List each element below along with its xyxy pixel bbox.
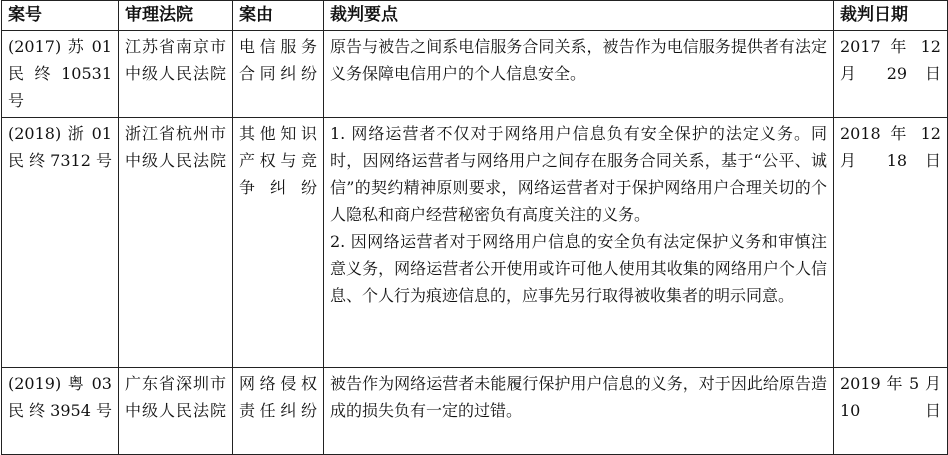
- date-cell: 2017 年 12 月 29 日: [834, 31, 948, 118]
- header-case-no: 案号: [2, 1, 119, 31]
- header-cause: 案由: [233, 1, 324, 31]
- header-date: 裁判日期: [834, 1, 948, 31]
- table-row: [2, 31, 948, 118]
- case-number-cell: (2017) 苏 01 民 终 10531 号: [2, 31, 119, 118]
- date-cell: 2019 年 5 月 10 日: [834, 368, 948, 455]
- header-key-points: 裁判要点: [324, 1, 834, 31]
- court-cell: 浙江省杭州市中级人民法院: [119, 118, 233, 368]
- key-points-cell: [324, 118, 834, 368]
- header-row: [2, 1, 948, 31]
- key-point-paragraph: 被告作为网络运营者未能履行保护用户信息的义务，对于因此给原告造成的损失负有一定的过错。: [330, 374, 827, 420]
- key-points-cell: [324, 368, 834, 455]
- cause-cell: 电信服务合同纠纷: [233, 31, 324, 118]
- key-points-cell: [324, 31, 834, 118]
- case-number-cell: (2019) 粤 03 民 终 3954 号: [2, 368, 119, 455]
- key-point-paragraph: 1. 网络运营者不仅对于网络用户信息负有安全保护的法定义务。同时，因网络运营者与网络用户之间存在服务合同关系，基于“公平、诚信”的契约精神原则要求，网络运营者对于保护网络用户合理关切的个人隐私和商户经营秘密负有高度关注的义务。: [330, 124, 827, 224]
- header-court: 审理法院: [119, 1, 233, 31]
- key-point-paragraph: 原告与被告之间系电信服务合同关系，被告作为电信服务提供者有法定义务保障电信用户的个人信息安全。: [330, 37, 827, 83]
- case-table: [1, 0, 948, 455]
- cause-cell: 其他知识产权与竞争纠纷: [233, 118, 324, 368]
- court-cell: 广东省深圳市中级人民法院: [119, 368, 233, 455]
- court-cell: 江苏省南京市中级人民法院: [119, 31, 233, 118]
- cause-cell: 网络侵权责任纠纷: [233, 368, 324, 455]
- date-cell: 2018 年 12 月 18 日: [834, 118, 948, 368]
- key-point-paragraph: 2. 因网络运营者对于网络用户信息的安全负有法定保护义务和审慎注意义务，网络运营者公开使用或许可他人使用其收集的网络用户个人信息、个人行为痕迹信息的，应事先另行取得被收集者的明示同意。: [330, 232, 827, 305]
- table-row: [2, 118, 948, 368]
- table-row: [2, 368, 948, 455]
- case-number-cell: (2018) 浙 01 民 终 7312 号: [2, 118, 119, 368]
